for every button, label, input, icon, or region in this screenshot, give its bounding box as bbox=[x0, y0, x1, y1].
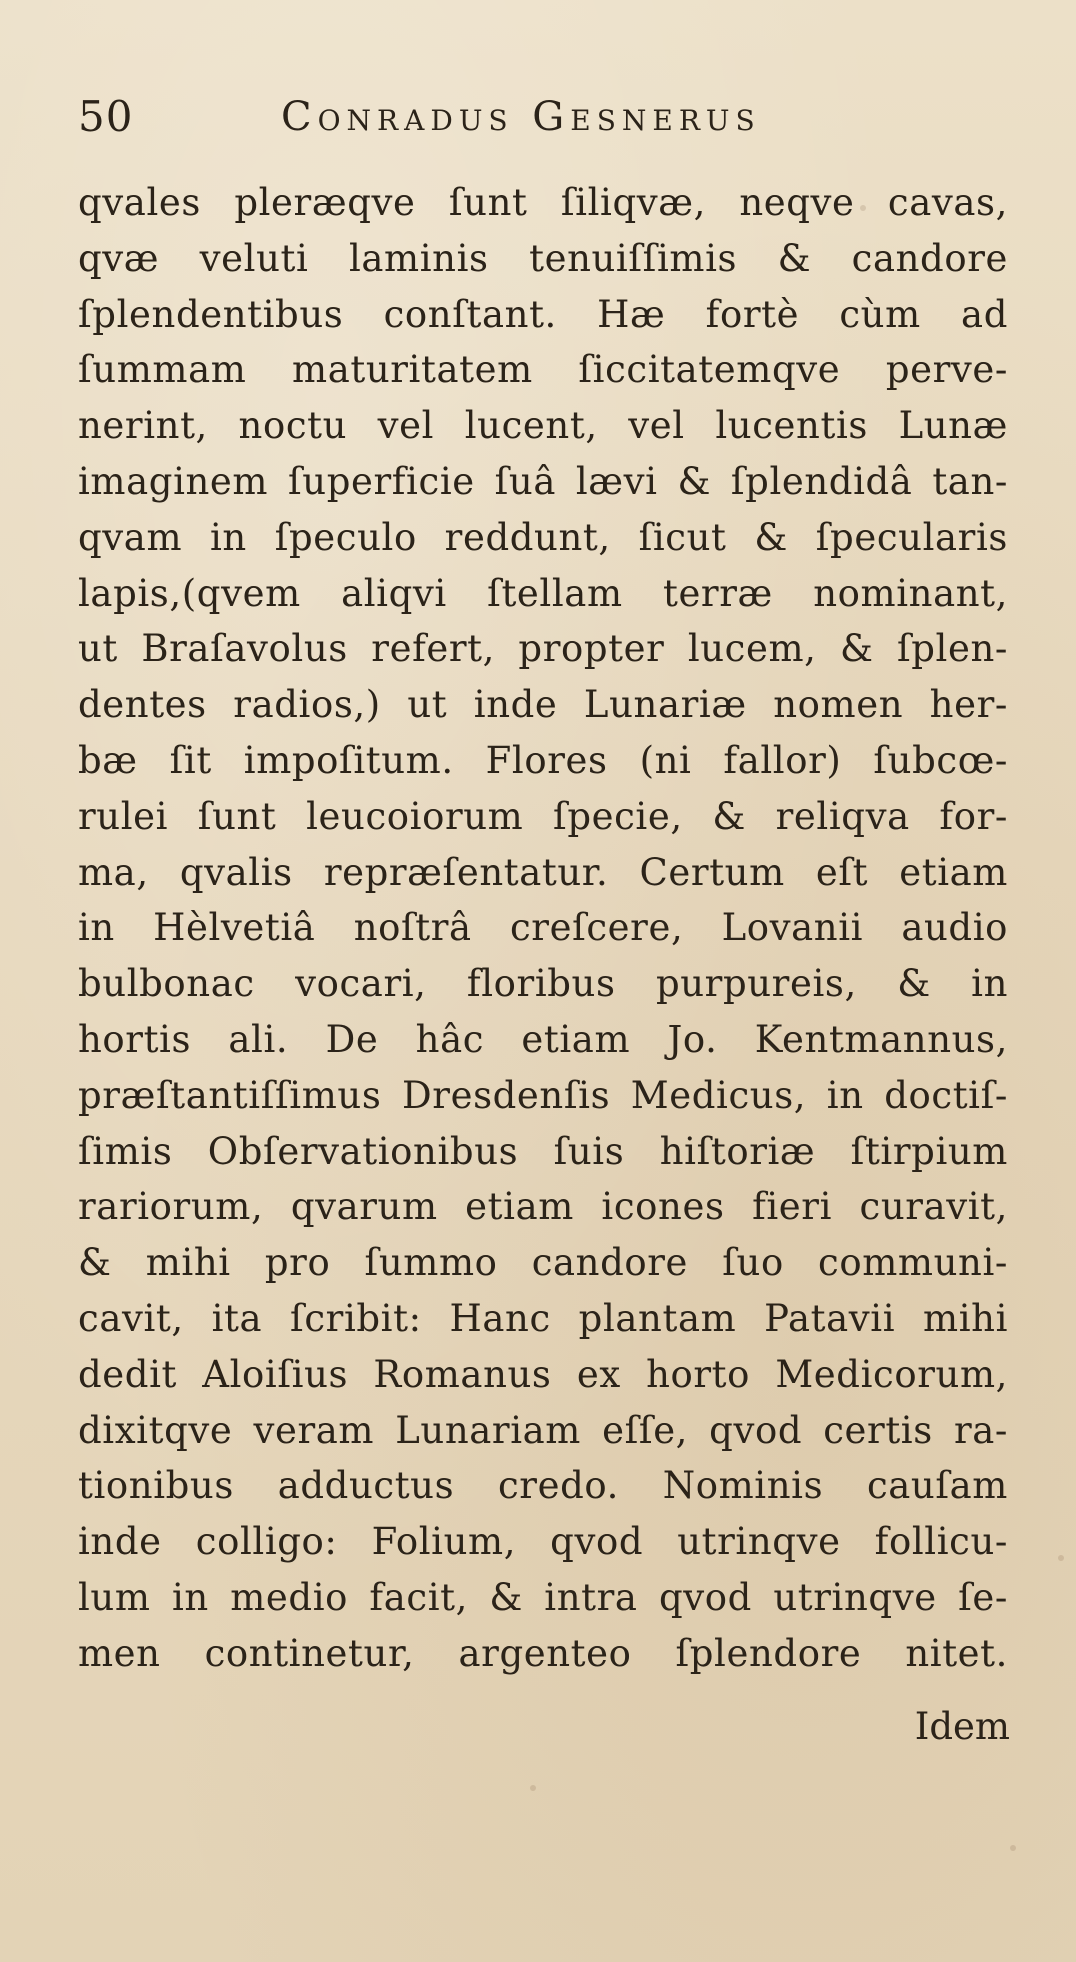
text-line: præſtantiſſimus Dresdenſis Medicus, in doctiſ- bbox=[78, 1073, 1008, 1117]
text-line: cavit, ita ſcribit: Hanc plantam Patavii mihi bbox=[78, 1296, 1008, 1340]
paper-speck bbox=[1010, 1845, 1016, 1851]
text-line: & mihi pro ſummo candore ſuo communi- bbox=[78, 1241, 1008, 1285]
text-line: hortis ali. De hâc etiam Jo. Kentmannus, bbox=[78, 1017, 1008, 1061]
text-line: qvæ veluti laminis tenuiſſimis & candore bbox=[78, 236, 1008, 280]
text-line: ut Braſavolus refert, propter lucem, & ſplen- bbox=[78, 627, 1008, 671]
running-head: Conradus Gesnerus bbox=[281, 94, 761, 140]
page-number: 50 bbox=[78, 92, 134, 141]
body-text bbox=[78, 175, 1008, 1682]
text-line: imaginem ſuperficie ſuâ lævi & ſplendidâ tan- bbox=[78, 459, 1008, 503]
paper-speck bbox=[1058, 1555, 1064, 1561]
paper-speck bbox=[530, 1785, 536, 1791]
text-line: bulbonac vocari, floribus purpureis, & in bbox=[78, 962, 1008, 1006]
text-line: nerint, noctu vel lucent, vel lucentis Lunæ bbox=[78, 404, 1008, 448]
text-line: lum in medio facit, & intra qvod utrinqve ſe- bbox=[78, 1575, 1008, 1619]
text-line: ſimis Obſervationibus ſuis hiſtoriæ ſtirpium bbox=[78, 1129, 1008, 1173]
page-header bbox=[56, 92, 1016, 142]
text-line: ſummam maturitatem ſiccitatemqve perve- bbox=[78, 348, 1008, 392]
text-line: rulei ſunt leucoiorum ſpecie, & reliqva for- bbox=[78, 794, 1008, 838]
text-line: rariorum, qvarum etiam icones fieri curavit, bbox=[78, 1185, 1008, 1229]
text-line: qvales pleræqve ſunt ſiliqvæ, neqve cavas, bbox=[78, 181, 1008, 224]
text-line: inde colligo: Folium, qvod utrinqve follicu- bbox=[78, 1520, 1008, 1564]
catchword: Idem bbox=[914, 1705, 1010, 1748]
text-line: dentes radios,) ut inde Lunariæ nomen her- bbox=[78, 683, 1008, 727]
text-line: dixitqve veram Lunariam eſſe, qvod certis ra- bbox=[78, 1408, 1008, 1452]
text-line: qvam in ſpeculo reddunt, ſicut & ſpecularis bbox=[78, 515, 1008, 559]
text-line: in Hèlvetiâ noſtrâ creſcere, Lovanii audio bbox=[78, 906, 1008, 950]
text-line: men continetur, argenteo ſplendore nitet. bbox=[78, 1631, 1008, 1675]
text-line: lapis,(qvem aliqvi ſtellam terræ nominant, bbox=[78, 571, 1008, 615]
text-line: ſplendentibus conſtant. Hæ fortè cùm ad bbox=[78, 292, 1008, 336]
text-line: tionibus adductus credo. Nominis cauſam bbox=[78, 1464, 1008, 1508]
text-line: ma, qvalis repræſentatur. Certum eſt etiam bbox=[78, 850, 1008, 894]
text-line: dedit Aloiſius Romanus ex horto Medicorum, bbox=[78, 1352, 1008, 1396]
text-line: bæ ſit impoſitum. Flores (ni fallor) ſubcœ- bbox=[78, 738, 1008, 782]
